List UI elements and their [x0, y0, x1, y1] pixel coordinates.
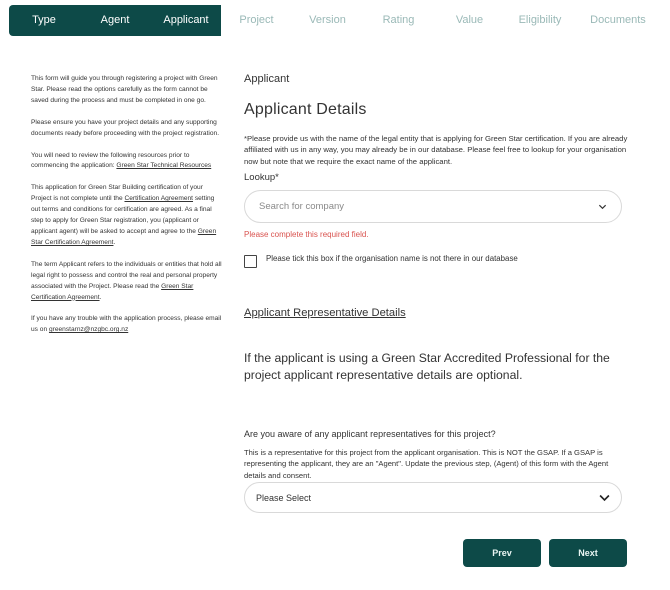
step-navigation	[9, 5, 661, 36]
step-eligibility[interactable]: Eligibility	[518, 14, 562, 26]
step-value[interactable]: Value	[455, 14, 484, 26]
info-prepare: Please ensure you have your project details and any supporting documents ready before proceeding with the project registration.	[31, 118, 220, 137]
step-project[interactable]: Project	[239, 14, 274, 26]
support-email-link[interactable]: greenstarnz@nzgbc.org.nz	[48, 326, 129, 334]
certification-agreement-link[interactable]: Certification Agreement	[124, 195, 194, 203]
info-certification	[31, 183, 223, 248]
info-intro: This form will guide you through registering a project with Green Star. Please read the options carefully as the form cannot be saved during the process and must be completed in one go.	[31, 75, 218, 104]
lookup-error-message: Please complete this required field.	[244, 230, 369, 239]
info-panel	[31, 74, 223, 347]
info-resources-text: You will need to review the following resources prior to commencing the application:	[31, 151, 190, 170]
not-in-database-checkbox[interactable]	[244, 255, 257, 268]
chevron-down-icon	[598, 202, 607, 211]
step-applicant[interactable]: Applicant	[163, 14, 209, 26]
representative-select-value: Please Select	[256, 492, 312, 503]
not-in-database-row	[244, 253, 518, 268]
representative-help-text: This is a representative for this project from the applicant organisation. This is NOT the GSAP. If a GSAP is representing the applicant, they are an "Agent". Update the previous step, (Agent) of this form with the Agent details and consent.	[244, 448, 609, 480]
info-resources	[31, 151, 223, 173]
representative-select[interactable]	[244, 482, 622, 513]
certification-agreement-link-2[interactable]: Green Star Certification Agreement	[31, 282, 194, 301]
info-certification-text-a: This application for Green Star Building certification of your Project is not complete until the	[31, 184, 203, 203]
info-certification-text-c: .	[113, 238, 116, 246]
applicant-helper-text: *Please provide us with the name of the legal entity that is applying for Green Star certification. If you are already affiliated with us in any way, you may already be in our database. Please feel free to lookup for your organisation now but note that we require the exact name of the applicant.	[244, 134, 628, 166]
info-contact	[31, 314, 223, 336]
info-applicant-term-text: The term Applicant refers to the individuals or entities that hold all legal right to possess and control the real and personal property associated with the Project. Please read the	[31, 260, 222, 290]
info-contact-text: If you have any trouble with the application process, please email us on	[31, 315, 222, 334]
lookup-label: Lookup*	[244, 172, 279, 183]
info-applicant-term	[31, 260, 223, 304]
technical-resources-link[interactable]: Green Star Technical Resources	[116, 162, 212, 170]
step-documents[interactable]: Documents	[590, 14, 646, 26]
page-title: Applicant Details	[244, 101, 367, 118]
chevron-down-icon	[599, 492, 610, 503]
next-button[interactable]: Next	[549, 539, 627, 567]
green-star-certification-agreement-link[interactable]: Green Star Certification Agreement	[31, 227, 217, 246]
company-lookup-select[interactable]	[244, 190, 622, 223]
info-certification-text-b: setting out terms and conditions for certification are agreed. As a final step to apply for Green Star registration, you (applicant or applicant agent) will be asked to accept and agree to the	[31, 195, 215, 235]
prev-button[interactable]: Prev	[463, 539, 541, 567]
info-applicant-term-end: .	[99, 293, 102, 301]
representative-section-title: Applicant Representative Details	[244, 307, 406, 319]
section-eyebrow: Applicant	[244, 73, 290, 85]
company-lookup-placeholder: Search for company	[259, 201, 345, 212]
step-version[interactable]: Version	[309, 14, 346, 26]
not-in-database-label: Please tick this box if the organisation name is not there in our database	[266, 254, 518, 263]
step-rating[interactable]: Rating	[382, 14, 415, 26]
representative-notice: If the applicant is using a Green Star Accredited Professional for the project applicant representative details are optional.	[244, 351, 610, 382]
step-agent[interactable]: Agent	[100, 14, 130, 26]
step-type[interactable]: Type	[32, 14, 56, 26]
representative-question: Are you aware of any applicant representatives for this project?	[244, 429, 496, 439]
